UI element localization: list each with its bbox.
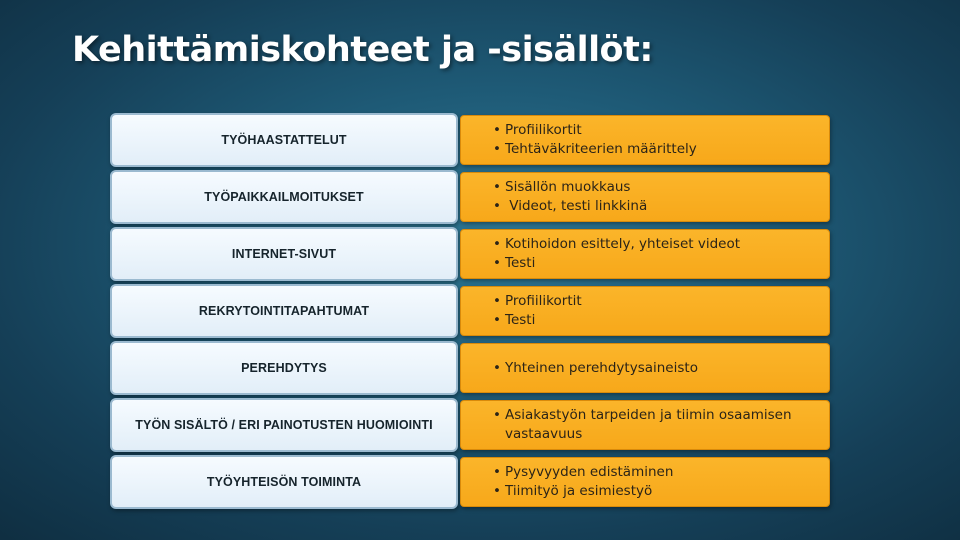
topic-row — [110, 398, 832, 452]
bullet-item: • Tiimityö ja esimiestyö — [493, 482, 673, 501]
topic-label: TYÖPAIKKAILMOITUKSET — [204, 190, 364, 204]
bullet-list — [493, 121, 697, 159]
topic-label: TYÖN SISÄLTÖ / ERI PAINOTUSTEN HUOMIOINTI — [135, 418, 433, 432]
bullet-list — [493, 178, 647, 216]
bullet-list — [493, 359, 698, 378]
topic-row — [110, 455, 832, 509]
topic-detail-box — [460, 229, 830, 279]
topic-detail-box — [460, 400, 830, 450]
bullet-item: • Testi — [493, 254, 740, 273]
topic-detail-box — [460, 343, 830, 393]
bullet-item: • Tehtäväkriteerien määrittely — [493, 140, 697, 159]
topic-label-box — [110, 227, 458, 281]
topic-label: TYÖYHTEISÖN TOIMINTA — [206, 475, 362, 489]
topic-row — [110, 113, 832, 167]
topic-label-box — [110, 398, 458, 452]
bullet-item: • Yhteinen perehdytysaineisto — [493, 359, 698, 378]
topic-label: REKRYTOINTITAPAHTUMAT — [198, 304, 370, 318]
topic-row — [110, 341, 832, 395]
topic-label: PEREHDYTYS — [241, 361, 327, 375]
bullet-item: • Pysyvyyden edistäminen — [493, 463, 673, 482]
topic-detail-box — [460, 115, 830, 165]
topic-detail-box — [460, 457, 830, 507]
bullet-list — [493, 463, 673, 501]
bullet-item: • Sisällön muokkaus — [493, 178, 647, 197]
bullet-list — [493, 406, 805, 444]
slide-title: Kehittämiskohteet ja -sisällöt: — [72, 30, 653, 70]
topic-label-box — [110, 455, 458, 509]
topic-label: INTERNET-SIVUT — [231, 247, 337, 261]
bullet-item: • Kotihoidon esittely, yhteiset videot — [493, 235, 740, 254]
bullet-item: • Profiilikortit — [493, 292, 582, 311]
topic-detail-box — [460, 286, 830, 336]
bullet-item: • Videot, testi linkkinä — [493, 197, 647, 216]
topic-label-box — [110, 284, 458, 338]
topic-row — [110, 227, 832, 281]
topic-label-box — [110, 170, 458, 224]
topic-label-box — [110, 341, 458, 395]
topic-row — [110, 284, 832, 338]
topic-label: TYÖHAASTATTELUT — [221, 133, 347, 147]
bullet-item: • Asiakastyön tarpeiden ja tiimin osaamisen vastaavuus — [493, 406, 805, 444]
topic-label-box — [110, 113, 458, 167]
bullet-list — [493, 292, 582, 330]
bullet-item: • Testi — [493, 311, 582, 330]
bullet-item: • Profiilikortit — [493, 121, 697, 140]
topic-detail-box — [460, 172, 830, 222]
bullet-list — [493, 235, 740, 273]
topic-row — [110, 170, 832, 224]
